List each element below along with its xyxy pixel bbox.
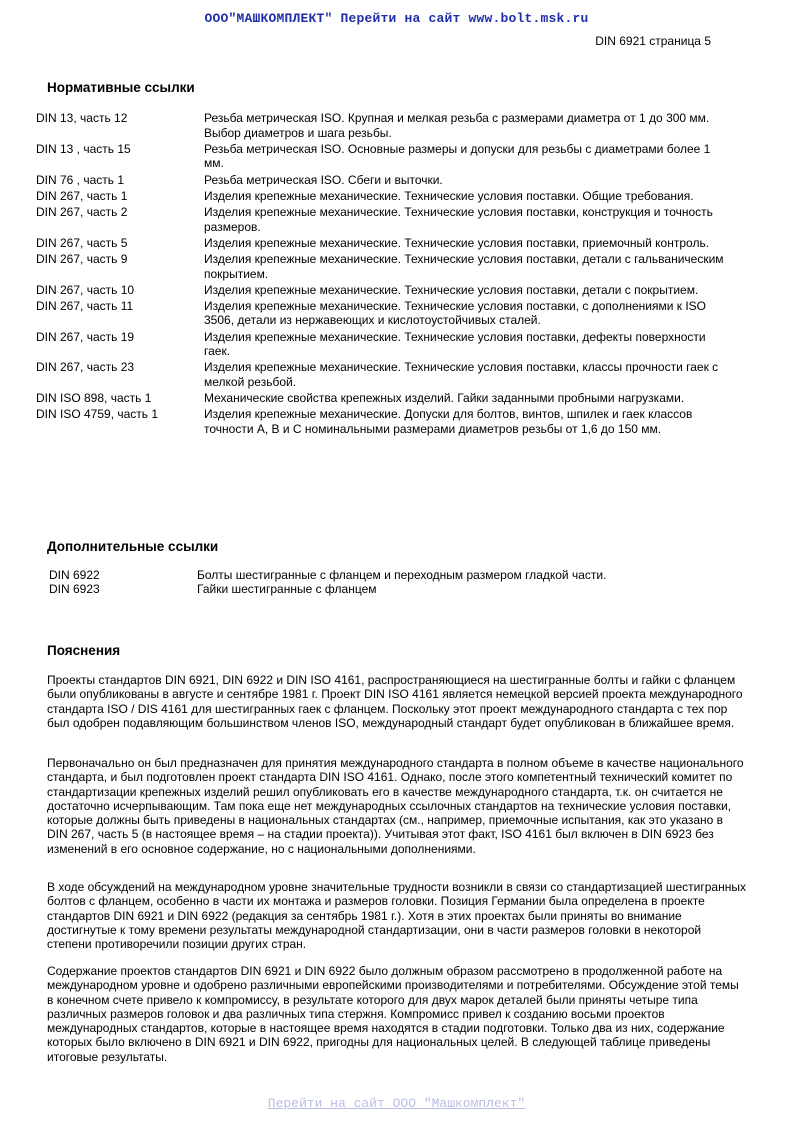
additional-refs-list <box>49 569 749 596</box>
ref-code: DIN 6923 <box>49 581 100 596</box>
ref-row <box>49 569 749 583</box>
explanations-heading: Пояснения <box>47 643 121 658</box>
ref-code: DIN 76 , часть 1 <box>36 172 125 187</box>
explanation-paragraph-3: В ходе обсуждений на международном уровне значительные трудности возникли в связи со стандартизацией шестигранных болтов с фланцем, особенно в части их монтажа и размеров головки. Позиция Германии была определена в проекте стандартов DIN 6921 и DIN 6922 (редакция за сентябрь 1981 г.). Хотя в этих проектах были приняты во внимание достигнутые к тому времени результаты международной стандартизации, они в части размеров головки в некоторой степени противоречили позиции других стран. <box>47 880 746 952</box>
explanation-paragraph-2: Первоначально он был предназначен для принятия международного стандарта в полном объеме в качестве национального стандарта, и был подготовлен проект стандарта DIN ISO 4161. Однако, после этого компетентный технический комитет по стандартизации крепежных изделий решил опубликовать его в качестве международного стандарта, т.к. он считается не достаточно исчерпывающим. Там пока еще нет международных ссылочных стандартов на технические условия поставки, которые должны быть приведены в национальных стандартах (см., например, приемочные испытания, как это указано в DIN 267, часть 5 (в настоящее время – на стадии проекта)). Учитывая этот факт, ISO 4161 был включен в DIN 6923 без изменений в его основное содержание, но с национальными дополнениями. <box>47 756 744 856</box>
ref-description: Изделия крепежные механические. Допуски для болтов, винтов, шпилек и гаек классов точности А, В и С номинальными размерами диаметров резьбы от 1,6 до 150 мм. <box>204 407 693 436</box>
ref-row <box>36 330 736 359</box>
ref-description: Изделия крепежные механические. Технические условия поставки, конструкция и точность размеров. <box>204 204 713 234</box>
ref-row <box>49 583 749 597</box>
ref-code: DIN 267, часть 1 <box>36 188 128 203</box>
page-number: DIN 6921 страница 5 <box>595 34 711 48</box>
normative-refs-heading: Нормативные ссылки <box>47 80 195 95</box>
ref-row <box>36 252 736 281</box>
ref-code: DIN 13, часть 12 <box>36 111 128 125</box>
ref-description: Изделия крепежные механические. Технические условия поставки, с дополнениями к ISO 3506, детали из нержавеющих и кислотоустойчивых сталей. <box>204 298 707 328</box>
ref-description: Изделия крепежные механические. Технические условия поставки, дефекты поверхности гаек. <box>204 329 706 359</box>
header-site-link[interactable]: ООО"МАШКОМПЛЕКТ" Перейти на сайт www.bolt.msk.ru <box>204 11 589 26</box>
ref-code: DIN 267, часть 23 <box>36 360 135 375</box>
explanation-paragraph-1: Проекты стандартов DIN 6921, DIN 6922 и DIN ISO 4161, распространяющиеся на шестигранные болты и гайки с фланцем были опубликованы в августе и сентябре 1981 г. Проект DIN ISO 4161 является немецкой версией проекта международного стандарта ISO / DIS 4161 для шестигранных гаек с фланцем. Поскольку этот проект международного стандарта с тех пор был одобрен подавляющим большинством членов ISO, международный стандарт будет опубликован в ближайшее время. <box>47 673 743 730</box>
ref-row <box>36 111 736 140</box>
ref-code: DIN 267, часть 10 <box>36 282 135 297</box>
ref-row <box>36 391 736 406</box>
ref-row <box>36 205 736 234</box>
ref-row <box>36 173 736 188</box>
ref-row <box>36 142 736 171</box>
ref-row <box>36 360 736 389</box>
ref-code: DIN 267, часть 2 <box>36 204 128 219</box>
ref-code: DIN 267, часть 5 <box>36 235 128 250</box>
ref-description: Изделия крепежные механические. Технические условия поставки, детали с покрытием. <box>204 282 699 297</box>
ref-description: Резьба метрическая ISO. Основные размеры и допуски для резьбы с диаметрами более 1 мм. <box>204 141 711 171</box>
ref-code: DIN 267, часть 11 <box>36 298 134 313</box>
ref-row <box>36 189 736 204</box>
normative-refs-list <box>36 111 736 438</box>
ref-description: Изделия крепежные механические. Технические условия поставки, детали с гальваническим покрытием. <box>204 251 724 281</box>
ref-code: DIN ISO 898, часть 1 <box>36 391 152 406</box>
ref-code: DIN ISO 4759, часть 1 <box>36 407 159 422</box>
ref-description: Резьба метрическая ISO. Крупная и мелкая резьба с размерами диаметра от 1 до 300 мм. Выбор диаметров и шага резьбы. <box>204 111 710 140</box>
ref-code: DIN 267, часть 19 <box>36 329 135 344</box>
ref-code: DIN 13 , часть 15 <box>36 141 131 156</box>
ref-row <box>36 299 736 328</box>
ref-description: Резьба метрическая ISO. Сбеги и выточки. <box>204 172 443 187</box>
ref-row <box>36 236 736 251</box>
ref-description: Гайки шестигранные с фланцем <box>197 581 377 596</box>
ref-code: DIN 6922 <box>49 568 100 582</box>
footer-site-link[interactable]: Перейти на сайт ООО "Машкомплект" <box>267 1096 526 1111</box>
ref-row <box>36 407 736 436</box>
ref-description: Изделия крепежные механические. Технические условия поставки, классы прочности гаек с мелкой резьбой. <box>204 360 719 390</box>
ref-row <box>36 283 736 298</box>
ref-description: Болты шестигранные с фланцем и переходным размером гладкой части. <box>197 568 607 582</box>
ref-description: Изделия крепежные механические. Технические условия поставки. Общие требования. <box>204 188 694 203</box>
explanation-paragraph-4: Содержание проектов стандартов DIN 6921 и DIN 6922 было должным образом рассмотрено в продолженной работе на международном уровне и одобрено различными европейскими производителями и потребителями. Обсуждение этой темы в конечном счете привело к компромиссу, в результате которого для двух марок деталей были приняты четыре типа различных размеров головок и два различных типа стержня. Компромисс привел к созданию восьми проектов международных стандартов, которые в настоящее время находятся в стадии подготовки. Только два из них, содержание которых было включено в DIN 6921 и DIN 6922, пригодны для национальных целей. В следующей таблице приведены итоговые результаты. <box>47 964 739 1064</box>
ref-description: Механические свойства крепежных изделий. Гайки заданными пробными нагрузками. <box>204 391 685 406</box>
additional-refs-heading: Дополнительные ссылки <box>47 539 219 554</box>
ref-code: DIN 267, часть 9 <box>36 251 128 266</box>
ref-description: Изделия крепежные механические. Технические условия поставки, приемочный контроль. <box>204 235 710 250</box>
